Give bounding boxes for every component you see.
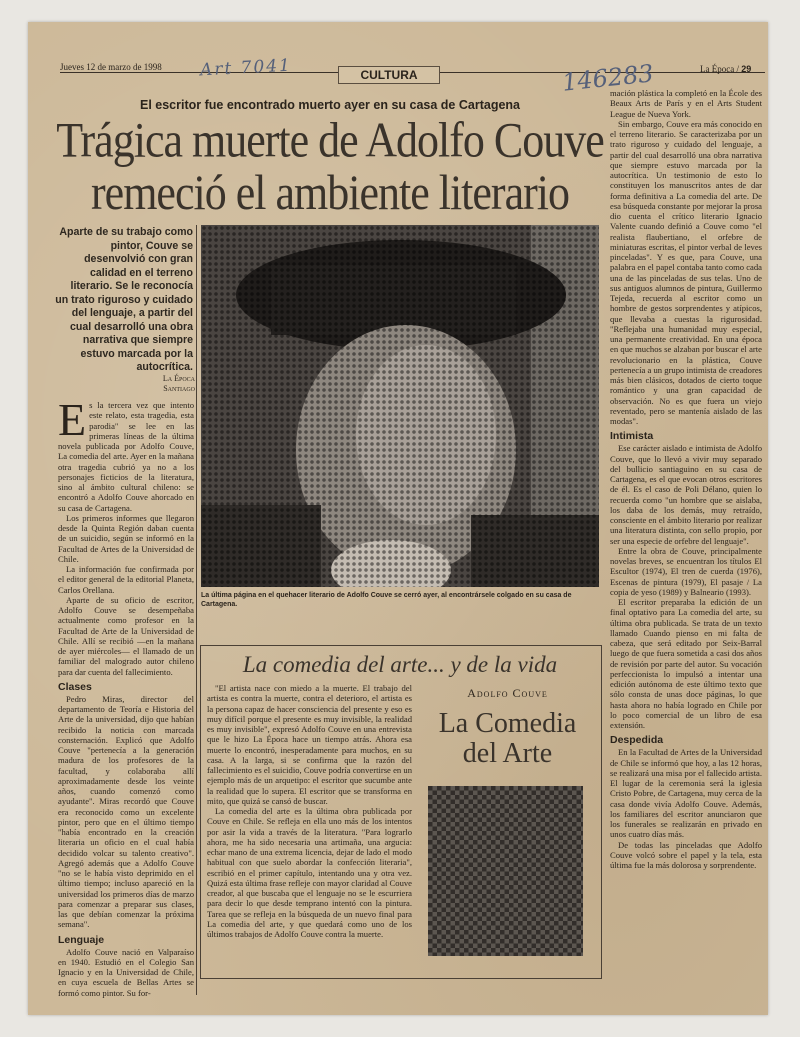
paragraph: La información fue confirmada por el editor general de la editorial Planeta, Carlos Orellana. [58,564,194,595]
book-title-line-2: del Arte [462,738,553,769]
publication-name: La Época / [700,64,739,74]
article-column-left [58,400,194,1020]
paragraph: Sin embargo, Couve era más conocido en el terreno literario. Se caracterizaba por un trato riguroso y cuidado del lenguaje, a partir del cual desarrolló una obra narrativa que siempre estuvo marcada por la autocrítica. Un testimonio de esto lo constituyen los manuscritos antes de dar forma definitiva a La comedia del arte. De esa búsqueda constante por mejorar la prosa dio cuenta el crítico literario Ignacio Valente cuando definió a Couve como "el realista flaubertiano, el orfebre de miniaturas escritas, el pintor verbal de leves pinceladas". Y es que, para Couve, una palabra en el papel contaba tanto como cada una de las pinceladas de sus telas. Uno de sus antiguos alumnos de pintura, Guillermo Tejeda, recuerda al escritor como un hombre de gestos sorprendentes y atípicos, que llevaba a cuestas la rigurosidad. "Reflejaba una humanidad muy especial, una permanente creatividad. En una época en que muchos se alzaban por buscar el arte revolucionario en la plástica, Couve pertenecía a un grupo intimista de creadores más bien clásicos, dotados de cierto toque romántico y una gran capacidad de observación. No es que fuera un viejo reventado, pero se mantenía aislado de las modas". [610,118,762,426]
header-rule [60,72,600,73]
book-author: Adolfo Couve [467,686,548,700]
paragraph: En la Facultad de Artes de la Universidad de Chile se informó que hoy, a las 12 horas, se realizará una misa por el fallecido artista. El lugar de la ceremonia será la iglesia Cristo Pobre, de Cartagena, muy cerca de la casa donde vivía Adolfo Couve. Además, los familiares del escritor anunciaron que los funerales se realizarán en privado en unos cuatro días más. [610,747,762,840]
byline-place: Santiago [163,384,195,393]
paragraph: Aparte de su oficio de escritor, Adolfo Couve se desempeñaba actualmente como profesor en la Facultad de Arte de la Universidad de Chile. Allí se recibió —en la mañana de ayer miércoles— el llamado de un familiar del malogrado autor chileno para dar cuenta del fallecimiento. [58,594,194,677]
paragraph: Pedro Miras, director del departamento de Teoría e Historia del Arte de la universidad, dijo que habían recibido la noticia con marcada consternación. Explicó que Adolfo Couve "pertenecía a la generación madura de los profesores de la facultad, y colaboraba allí aproximadamente desde los veinte años, cuando comenzó como ayudante". Miras recordó que Couve era reconocido como un excelente pintor, pero que en el último tiempo "había encontrado en la creación literaria un oficio en el cual había decidido volcar su talento creativo". Agregó además que a Adolfo Couve "no se le había visto deprimido en el último tiempo; incluso apareció en la universidad los primeros días de marzo para comenzar a preparar sus clases, las que debían comenzar la próxima semana". [58,693,194,930]
issue-date: Jueves 12 de marzo de 1998 [60,62,162,72]
sidebar-title: La comedia del arte... y de la vida [242,652,558,677]
column-rule [196,225,197,995]
page-number: 29 [741,64,752,74]
paragraph: Adolfo Couve nació en Valparaíso en 1940. Estudió en el Colegio San Ignacio y en la Universidad de Chile, en cuya escuela de Bellas Artes se formó como pintor. Su for- [58,946,194,998]
halftone-overlay [428,786,583,956]
paragraph: De todas las pinceladas que Adolfo Couve volcó sobre el papel y la tela, esta última fue la más dolorosa y sorprendente. [610,839,762,870]
book-cover [420,686,595,961]
article-lead: Aparte de su trabajo como pintor, Couve se desenvolvió con gran calidad en el terreno literario. Se le reconocía un trato riguroso y cuidado del lenguaje, a partir del cual desarrolló una obra narrativa que siempre estuvo marcada por la autocrítica. [55,226,193,373]
paragraph: El escritor preparaba la edición de un final optativo para La comedia del arte, su última obra publicada. Se trata de un texto llamado Cuando pienso en mi falta de cabeza, que será editado por Seix-Barral luego de que fuera sometida a casi dos años de revisión por parte del autor. Su vocación perfeccionista lo impulsó a intentar una edición autónoma de este último texto que sólo consta de unas doce páginas, lo que hasta ahora no había logrado en Chile por lo poco comercial de un libro de esa extensión. [610,597,762,730]
sidebar-text [207,683,412,973]
subhead-lenguaje: Lenguaje [58,933,105,946]
headline [50,114,610,219]
subhead-intimista: Intimista [610,430,654,443]
headline-line-2: remeció el ambiente literario [91,165,569,221]
book-title [420,709,595,769]
paragraph: mación plástica la completó en la École des Beaux Arts de París y en el Arts Student League de Nueva York. [610,88,762,119]
subhead-despedida: Despedida [610,734,664,747]
article-column-right [610,88,762,968]
drop-cap: E [58,400,87,445]
article-kicker: El escritor fue encontrado muerto ayer en su casa de Cartagena [140,98,520,112]
handwritten-note-left: Art 7041 [199,55,293,81]
section-label: CULTURA [338,66,440,84]
portrait-photo [201,225,599,587]
book-title-line-1: La Comedia [438,708,577,739]
byline [120,374,195,394]
subhead-clases: Clases [58,680,92,693]
book-cover-image [428,786,583,956]
headline-line-1: Trágica muerte de Adolfo Couve [56,112,604,168]
photo-caption: La última página en el quehacer literario de Adolfo Couve se cerró ayer, al encontrársele colgado en su casa de Cartagena. [201,592,572,608]
byline-source: La Época [162,374,195,383]
paragraph: Es la tercera vez que intento este relato, esta tragedia, esta parodia" se lee en las primeras líneas de la última novela publicada por Adolfo Couve, La comedia del arte. Ayer en la mañana otra tragedia cubrió ya no a los personajes ficticios de la literatura, sino al ámbito cultural chileno: se encontró a Adolfo Couve ahorcado en su casa de Cartagena. [58,400,194,513]
paragraph: "El artista nace con miedo a la muerte. El trabajo del artista es contra la muerte, contra el deterioro, el artista es la persona capaz de hacer consciencia del presente y eso es muy difícil porque el presente es muy invisible, la realidad es muy invisible", expresó Adolfo Couve en una entrevista que le hizo La Época hace un tiempo atrás. Ahora esa muerte lo encontró, inesperadamente para muchos, en su casa. A la larga, si se confirma que la razón del fallecimiento es el suicidio, Couve podría convertirse en un ejemplo más de un arquetipo: el escritor que sucumbe ante la realidad que lo supera. El escritor que se transforma en mito, que quizá se cansó de buscar. [207,683,412,806]
handwritten-note-right: 146283 [560,59,655,97]
paragraph: Entre la obra de Couve, principalmente novelas breves, se encuentran los títulos El Escultor (1974), El tren de cuerda (1976), Escenas de pintura (1979), El pasaje / La copia de yeso (1989) y Balneario (1993). [610,545,762,597]
paragraph: Los primeros informes que llegaron desde la Quinta Región daban cuenta de un suicidio, según se informó en la Facultad de Artes de la Universidad de Chile. [58,512,194,564]
paragraph: La comedia del arte es la última obra publicada por Couve en Chile. Se refleja en ella uno más de los intentos por asir la vida a través de la literatura. "Para lograrlo ahora, me ha sido necesaria una artimaña, una argucia: echar mano de una extrema licencia, dejar de lado el modo habitual con que suelo abordar la confección literaria", escribió en el primer capítulo, intentando una y otra vez. Quizá esta última frase refleje con mayor claridad al Couve creador, al que buscaba que el lenguaje no se le escurriera para decir lo que desde temprano intentó con la pintura. Tarea que se refleja en la búsqueda de un nuevo final para La comedia del arte, y que quedará como uno de los últimos trabajos de Adolfo Couve contra la muerte. [207,806,412,939]
paragraph: Ese carácter aislado e intimista de Adolfo Couve, que lo llevó a vivir muy separado del bullicio santiaguino en su casa de Cartagena, es el que evocan otros escritores de él. Es el caso de Poli Délano, quien lo recuerda como "un hombre que se aislaba, los daba de los demás, muy retraído, consciente en el ámbito literario por realizar una literatura distinta, con sello propio, por ser una especie de orfebre del lenguaje". [610,443,762,546]
halftone-overlay [201,225,599,587]
publication-page [700,64,751,74]
